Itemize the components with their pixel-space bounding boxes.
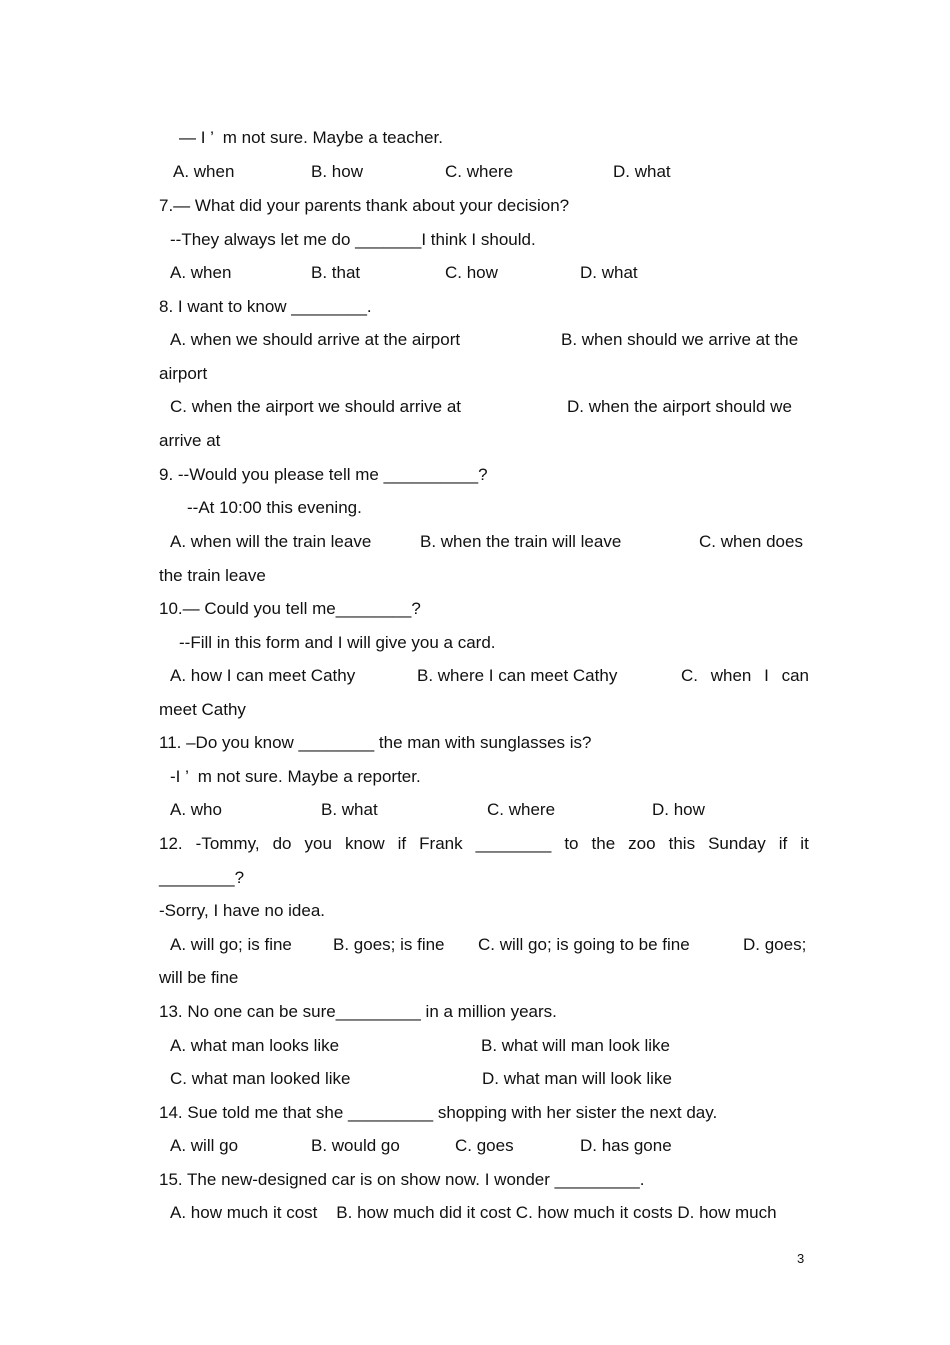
q9-option-a: A. when will the train leave <box>170 532 372 551</box>
q12-question-word: this <box>668 834 696 853</box>
q12-question-word: Sunday <box>708 834 766 853</box>
q6-answer-line: — I ’ m not sure. Maybe a teacher. <box>179 128 443 147</box>
q9-answer-line: --At 10:00 this evening. <box>187 498 362 517</box>
q12-question-word: know <box>344 834 385 853</box>
q12-question-continued: ________? <box>159 868 245 887</box>
q14-option-d: D. has gone <box>580 1136 672 1155</box>
q12-question-word: you <box>304 834 332 853</box>
q10-option-c-word: can <box>781 666 809 685</box>
q6-option-d: D. what <box>613 162 671 181</box>
q7-option-b: B. that <box>311 263 361 282</box>
q13-option-c: C. what man looked like <box>170 1069 351 1088</box>
q12-question <box>159 833 809 855</box>
q14-question: 14. Sue told me that she _________ shopping with her sister the next day. <box>159 1103 718 1122</box>
q12-option-c: C. will go; is going to be fine <box>478 935 690 954</box>
q15-question: 15. The new-designed car is on show now. I wonder _________. <box>159 1170 645 1189</box>
q8-option-b: B. when should we arrive at the <box>561 330 799 349</box>
q8-option-b-continued: airport <box>159 364 208 383</box>
q15-options: A. how much it cost B. how much did it cost C. how much it costs D. how much <box>170 1203 777 1222</box>
q8-option-a: A. when we should arrive at the airport <box>170 330 461 349</box>
q8-question: 8. I want to know ________. <box>159 297 372 316</box>
q12-question-word: if <box>778 834 788 853</box>
q7-option-a: A. when <box>170 263 232 282</box>
q12-question-word: -Tommy, <box>195 834 260 853</box>
q10-option-c-continued: meet Cathy <box>159 700 246 719</box>
q12-question-word: the <box>591 834 616 853</box>
q12-question-word: to <box>564 834 579 853</box>
q10-option-c-word: I <box>764 666 769 685</box>
q11-answer-line: -I ’ m not sure. Maybe a reporter. <box>170 767 421 786</box>
q7-question: 7.— What did your parents thank about your decision? <box>159 196 570 215</box>
q12-option-a: A. will go; is fine <box>170 935 292 954</box>
q10-option-b: B. where I can meet Cathy <box>417 666 618 685</box>
q14-option-c: C. goes <box>455 1136 514 1155</box>
q12-question-word: if <box>397 834 407 853</box>
q10-option-c-word: when <box>710 666 752 685</box>
q11-option-d: D. how <box>652 800 705 819</box>
q9-question: 9. --Would you please tell me __________? <box>159 465 488 484</box>
q11-question: 11. –Do you know ________ the man with sunglasses is? <box>159 733 592 752</box>
q11-option-b: B. what <box>321 800 378 819</box>
q8-option-d-continued: arrive at <box>159 431 221 450</box>
q14-option-b: B. would go <box>311 1136 400 1155</box>
q11-option-a: A. who <box>170 800 222 819</box>
q8-option-c: C. when the airport we should arrive at <box>170 397 462 416</box>
q12-answer-line: -Sorry, I have no idea. <box>159 901 325 920</box>
q7-answer-line: --They always let me do _______I think I should. <box>170 230 536 249</box>
q13-question: 13. No one can be sure_________ in a million years. <box>159 1002 557 1021</box>
q9-option-c: C. when does <box>699 532 803 551</box>
page-number: 3 <box>797 1251 805 1266</box>
q6-option-a: A. when <box>173 162 235 181</box>
q12-question-word: it <box>800 834 809 853</box>
q12-option-b: B. goes; is fine <box>333 935 445 954</box>
q8-option-d: D. when the airport should we <box>567 397 792 416</box>
q13-option-a: A. what man looks like <box>170 1036 340 1055</box>
q12-option-d-continued: will be fine <box>159 968 239 987</box>
q12-question-word: Frank <box>419 834 463 853</box>
q11-option-c: C. where <box>487 800 556 819</box>
q12-question-word: ________ <box>475 834 552 853</box>
q12-option-d: D. goes; <box>743 935 807 954</box>
q12-question-word: do <box>272 834 292 853</box>
q13-option-b: B. what will man look like <box>481 1036 670 1055</box>
q12-question-word: 12. <box>159 834 183 853</box>
q9-option-b: B. when the train will leave <box>420 532 622 551</box>
q9-option-c-continued: the train leave <box>159 566 266 585</box>
q14-option-a: A. will go <box>170 1136 239 1155</box>
q10-option-a: A. how I can meet Cathy <box>170 666 356 685</box>
q6-option-b: B. how <box>311 162 363 181</box>
q13-option-d: D. what man will look like <box>482 1069 672 1088</box>
q10-question: 10.— Could you tell me________? <box>159 599 421 618</box>
q12-question-word: zoo <box>628 834 656 853</box>
q10-option-c-word: C. <box>681 666 698 685</box>
q6-option-c: C. where <box>445 162 514 181</box>
q10-option-c <box>681 665 809 687</box>
q7-option-d: D. what <box>580 263 638 282</box>
q7-option-c: C. how <box>445 263 498 282</box>
q10-answer-line: --Fill in this form and I will give you a card. <box>179 633 496 652</box>
